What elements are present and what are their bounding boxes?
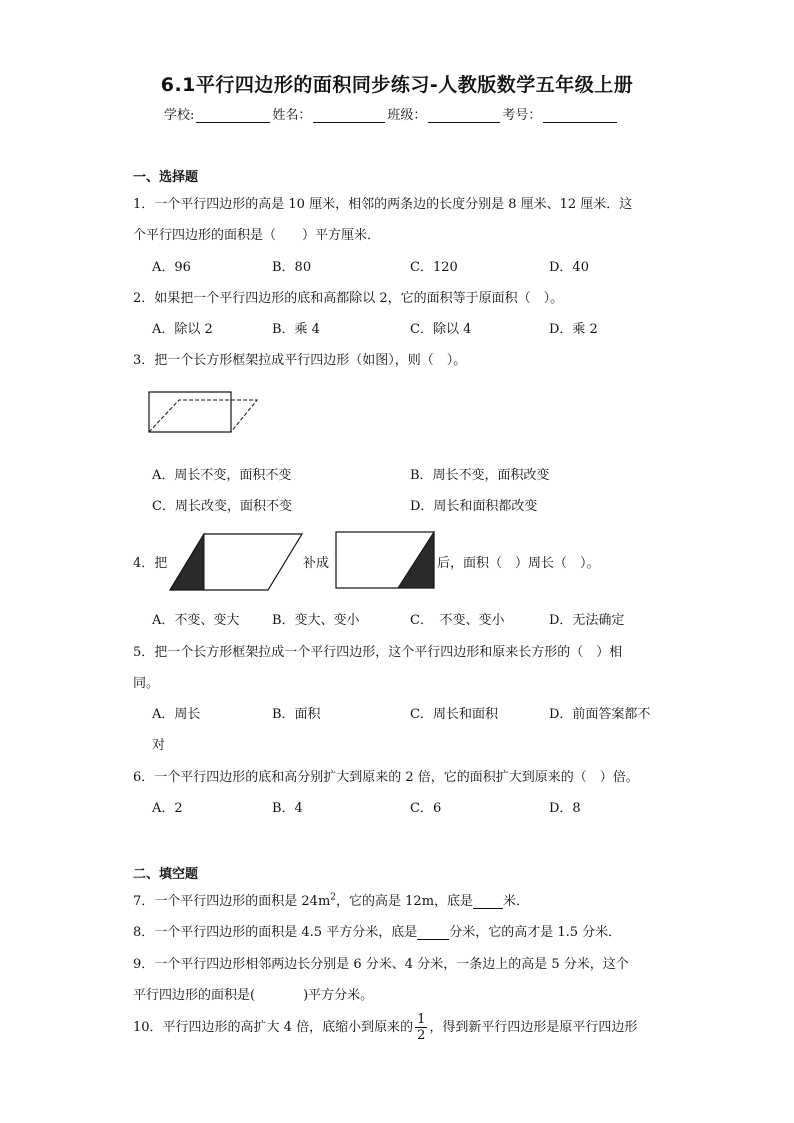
question-1-line-2: 个平行四边形的面积是（ ）平方厘米． <box>133 228 381 243</box>
name-field[interactable] <box>313 109 385 123</box>
school-label: 学校: <box>164 108 195 123</box>
rectangle-to-parallelogram-figure <box>145 390 260 435</box>
question-3-option-a[interactable]: A．周长不变，面积不变 <box>152 468 292 483</box>
question-8-text-b: 分米，它的高才是 1.5 分米． <box>449 925 622 940</box>
question-1-option-c[interactable]: C．120 <box>410 260 458 275</box>
question-9-line-1: 9．一个平行四边形相邻两边长分别是 6 分米、4 分米，一条边上的高是 5 分米，这个 <box>133 957 629 972</box>
question-10-text-b: ，得到新平行四边形是原平行四边形 <box>429 1020 638 1035</box>
rectangle-outline <box>149 392 231 432</box>
question-1-line-1: 1．一个平行四边形的高是 10 厘米，相邻的两条边的长度分别是 8 厘米、12 厘米．这 <box>133 197 633 212</box>
question-9-text-a: 平行四边形的面积是( <box>133 988 256 1003</box>
question-10-text-a: 10．平行四边形的高扩大 4 倍，底缩小到原来的 <box>133 1020 414 1035</box>
shaded-triangle-right <box>398 532 434 588</box>
question-3-option-b[interactable]: B．周长不变，面积改变 <box>410 468 550 483</box>
question-7-answer-blank[interactable] <box>473 894 503 909</box>
shaded-triangle-left <box>170 534 204 590</box>
section-heading-fill-in: 二、填空题 <box>133 867 199 882</box>
parallelogram-outline <box>149 400 257 432</box>
rectangle-figure <box>334 530 438 590</box>
fraction-numerator: 1 <box>417 1012 426 1027</box>
question-6-option-c[interactable]: C．6 <box>410 801 442 816</box>
question-2-option-b[interactable]: B．乘 4 <box>272 322 320 337</box>
question-4-option-c[interactable]: C． 不变、变小 <box>410 613 505 628</box>
question-7-text-b: ，它的高是 12m，底是 <box>336 894 474 909</box>
question-4-middle: 补成 <box>303 556 330 571</box>
question-7-text-a: 7．一个平行四边形的面积是 24m <box>133 894 331 909</box>
question-7-superscript: 2 <box>330 892 337 903</box>
question-10 <box>133 1012 637 1043</box>
question-1-option-a[interactable]: A．96 <box>152 260 191 275</box>
question-5-option-d[interactable]: D．前面答案都不 <box>549 707 651 722</box>
exam-no-field[interactable] <box>543 109 617 123</box>
question-9-text-b: )平方分米。 <box>303 988 374 1003</box>
question-7-text-c: 米． <box>503 894 530 909</box>
question-5-line-2: 同。 <box>133 676 160 691</box>
question-5-option-d-wrap: 对 <box>152 738 166 753</box>
name-label: 姓名： <box>272 108 312 123</box>
class-field[interactable] <box>428 109 500 123</box>
question-1-option-b[interactable]: B．80 <box>272 260 312 275</box>
question-4-option-b[interactable]: B．变大、变小 <box>272 613 360 628</box>
question-7 <box>133 890 529 909</box>
fraction-denominator: 2 <box>417 1028 426 1043</box>
question-4-option-d[interactable]: D．无法确定 <box>549 613 625 628</box>
question-6-option-b[interactable]: B．4 <box>272 801 303 816</box>
question-2-option-c[interactable]: C．除以 4 <box>410 322 472 337</box>
student-info-row <box>164 104 619 123</box>
question-8 <box>133 921 621 940</box>
question-4-prefix: 4．把 <box>133 556 168 571</box>
question-5-option-a[interactable]: A．周长 <box>152 707 201 722</box>
school-field[interactable] <box>196 109 270 123</box>
question-1-option-d[interactable]: D．40 <box>549 260 589 275</box>
question-5-option-b[interactable]: B．面积 <box>272 707 321 722</box>
question-2-option-a[interactable]: A．除以 2 <box>152 322 213 337</box>
question-6-option-d[interactable]: D．8 <box>549 801 581 816</box>
question-8-answer-blank[interactable] <box>417 925 449 940</box>
question-8-text-a: 8．一个平行四边形的面积是 4.5 平方分米，底是 <box>133 925 418 940</box>
exam-no-label: 考号： <box>502 108 542 123</box>
question-3-line-1: 3．把一个长方形框架拉成平行四边形（如图），则（ ）。 <box>133 353 467 368</box>
class-label: 班级： <box>387 108 427 123</box>
fraction-one-half <box>415 1012 427 1043</box>
page-title: 6.1平行四边形的面积同步练习-人教版数学五年级上册 <box>160 74 634 96</box>
question-2-line-1: 2．如果把一个平行四边形的底和高都除以 2，它的面积等于原面积（ ）。 <box>133 291 564 306</box>
question-5-option-c[interactable]: C．周长和面积 <box>410 707 498 722</box>
question-4-option-a[interactable]: A．不变、变大 <box>152 613 240 628</box>
question-6-option-a[interactable]: A．2 <box>152 801 183 816</box>
question-4-suffix: 后，面积（ ）周长（ ）。 <box>437 556 600 571</box>
question-2-option-d[interactable]: D．乘 2 <box>549 322 598 337</box>
parallelogram-figure <box>168 532 304 592</box>
question-3-option-d[interactable]: D．周长和面积都改变 <box>410 499 538 514</box>
question-6-line-1: 6．一个平行四边形的底和高分别扩大到原来的 2 倍，它的面积扩大到原来的（ ）倍。 <box>133 770 639 785</box>
question-5-line-1: 5．把一个长方形框架拉成一个平行四边形，这个平行四边形和原来长方形的（ ）相 <box>133 645 623 660</box>
section-heading-choice: 一、选择题 <box>133 170 199 185</box>
question-9-line-2 <box>133 984 373 1003</box>
question-3-option-c[interactable]: C．周长改变，面积不变 <box>152 499 292 514</box>
